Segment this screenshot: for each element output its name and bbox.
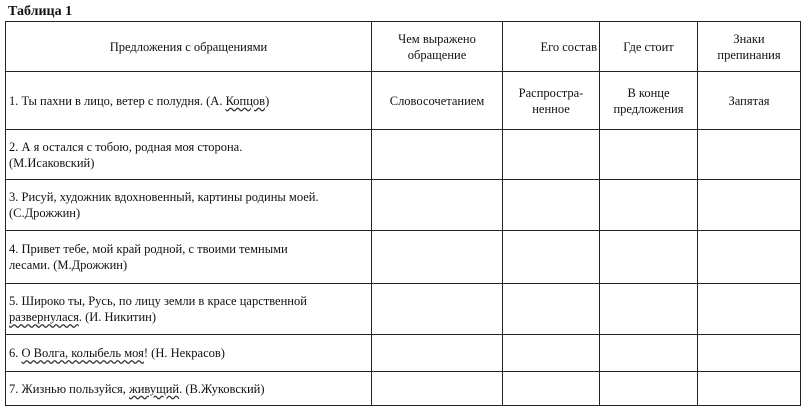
composition-cell xyxy=(503,231,600,284)
header-row xyxy=(6,22,801,72)
punctuation-cell xyxy=(698,130,801,180)
punctuation-cell xyxy=(698,335,801,372)
composition-cell xyxy=(503,372,600,406)
punctuation-cell xyxy=(698,231,801,284)
composition-cell xyxy=(503,284,600,335)
punctuation-cell: Запятая xyxy=(698,72,801,130)
expressed-cell xyxy=(372,180,503,231)
punctuation-cell xyxy=(698,372,801,406)
sentence-cell: 2. А я остался с тобою, родная моя сторона. (М.Исаковский) xyxy=(6,130,372,180)
table-row xyxy=(6,180,801,231)
punctuation-cell xyxy=(698,284,801,335)
table-caption: Таблица 1 xyxy=(8,4,73,19)
expressed-cell xyxy=(372,130,503,180)
position-cell: В конце предложения xyxy=(600,72,698,130)
composition-cell xyxy=(503,335,600,372)
table-row xyxy=(6,130,801,180)
punctuation-cell xyxy=(698,180,801,231)
header-position: Где стоит xyxy=(600,22,698,72)
sentence-cell: 7. Жизнью пользуйся, живущий. (В.Жуковский) xyxy=(6,372,372,406)
position-cell xyxy=(600,130,698,180)
composition-cell: Распростра- ненное xyxy=(503,72,600,130)
table-row xyxy=(6,72,801,130)
sentence-cell: 3. Рисуй, художник вдохновенный, картины родины моей. (С.Дрожжин) xyxy=(6,180,372,231)
underlined-address: О Волга, колыбель моя xyxy=(21,346,144,360)
table-row xyxy=(6,231,801,284)
composition-cell xyxy=(503,180,600,231)
sentence-cell: 6. О Волга, колыбель моя! (Н. Некрасов) xyxy=(6,335,372,372)
sentence-cell: 1. Ты пахни в лицо, ветер с полудня. (А. Копцов) xyxy=(6,72,372,130)
header-composition: Его состав xyxy=(503,22,600,72)
composition-cell xyxy=(503,130,600,180)
header-expressed: Чем выражено обращение xyxy=(372,22,503,72)
expressed-cell xyxy=(372,335,503,372)
underlined-address: развернулася xyxy=(9,310,79,324)
position-cell xyxy=(600,284,698,335)
expressed-cell xyxy=(372,284,503,335)
position-cell xyxy=(600,372,698,406)
expressed-cell xyxy=(372,231,503,284)
position-cell xyxy=(600,180,698,231)
address-table xyxy=(5,21,801,406)
sentence-cell: 5. Широко ты, Русь, по лицу земли в красе царственной развернулася. (И. Никитин) xyxy=(6,284,372,335)
header-punctuation: Знаки препинания xyxy=(698,22,801,72)
expressed-cell: Словосочетанием xyxy=(372,72,503,130)
table-row xyxy=(6,372,801,406)
underlined-address: живущий xyxy=(129,381,180,396)
sentence-cell: 4. Привет тебе, мой край родной, с твоими темными лесами. (М.Дрожжин) xyxy=(6,231,372,284)
table-row xyxy=(6,284,801,335)
position-cell xyxy=(600,231,698,284)
position-cell xyxy=(600,335,698,372)
underlined-address: Копцов xyxy=(225,93,266,108)
table-row xyxy=(6,335,801,372)
header-sentences: Предложения с обращениями xyxy=(6,22,372,72)
expressed-cell xyxy=(372,372,503,406)
